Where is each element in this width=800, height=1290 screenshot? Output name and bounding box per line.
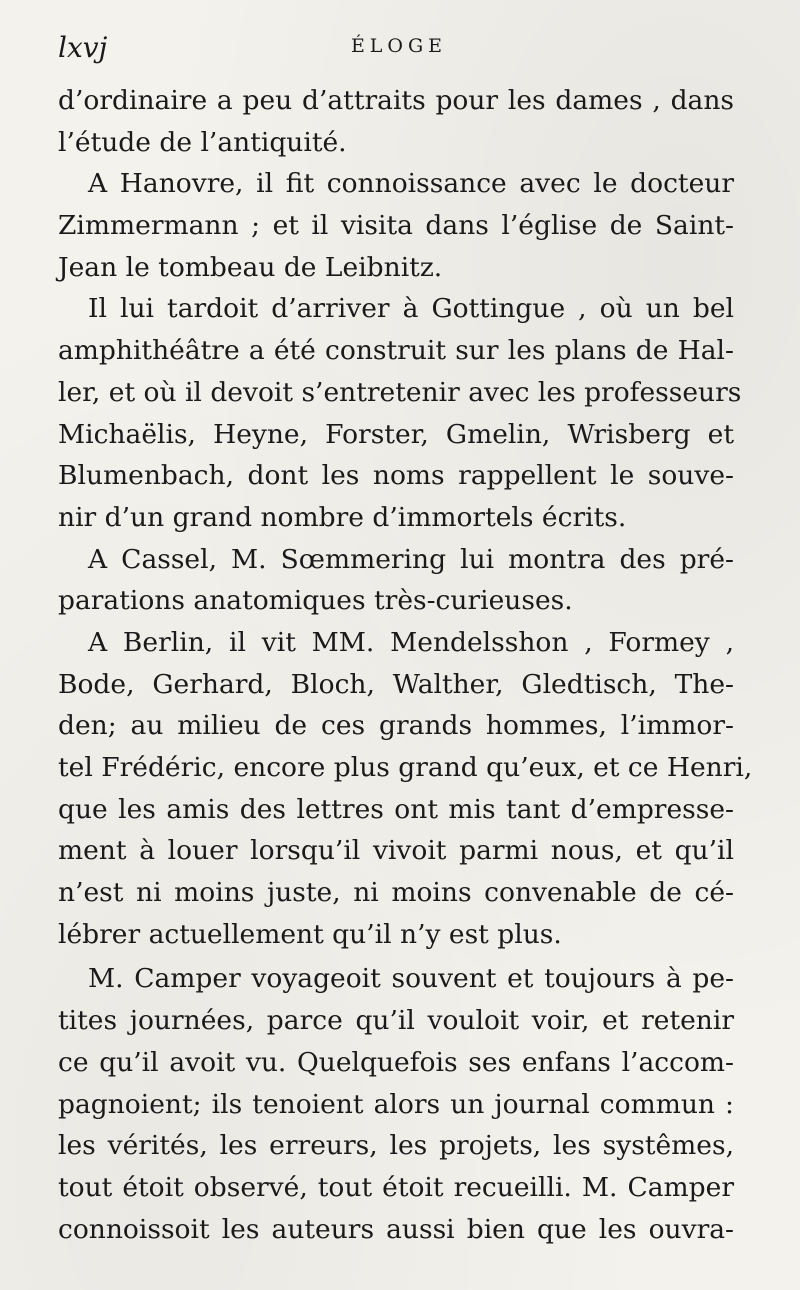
running-head <box>58 26 740 66</box>
text-line: A Berlin, il vit MM. Mendelsshon , Formey , <box>88 626 734 658</box>
text-line: n’est ni moins juste, ni moins convenable de cé- <box>58 877 734 909</box>
text-line: Il lui tardoit d’arriver à Gottingue , où un bel <box>88 293 734 325</box>
text-line: tout étoit observé, tout étoit recueilli. M. Camper <box>58 1171 734 1203</box>
text-line: les vérités, les erreurs, les projets, les systêmes, <box>58 1130 734 1162</box>
text-line: d’ordinaire a peu d’attraits pour les dames , dans <box>58 85 734 116</box>
text-line: A Cassel, M. Sœmmering lui montra des pré- <box>88 543 734 575</box>
text-line: amphithéâtre a été construit sur les plans de Hal- <box>58 335 734 367</box>
text-line: ce qu’il avoit vu. Quelquefois ses enfans l’accom- <box>58 1046 734 1078</box>
text-line: l’étude de l’antiquité. <box>58 126 347 158</box>
running-title: ÉLOGE <box>350 35 448 57</box>
text-line: nir d’un grand nombre d’immortels écrits. <box>58 501 627 533</box>
text-line: M. Camper voyageoit souvent et toujours à pe- <box>88 963 734 995</box>
text-line: ment à louer lorsqu’il vivoit parmi nous, et qu’il <box>58 835 734 867</box>
text-line: lébrer actuellement qu’il n’y est plus. <box>58 918 562 950</box>
text-line: parations anatomiques très-curieuses. <box>58 585 573 617</box>
text-line: Zimmermann ; et il visita dans l’église de Saint- <box>58 210 734 242</box>
text-line: pagnoient; ils tenoient alors un journal commun : <box>58 1088 734 1120</box>
page-number: lxvj <box>58 31 108 64</box>
text-line: Bode, Gerhard, Bloch, Walther, Gledtisch, The- <box>58 668 734 700</box>
text-line: Jean le tombeau de Leibnitz. <box>58 251 443 283</box>
text-line: tites journées, parce qu’il vouloit voir, et retenir <box>58 1005 734 1037</box>
text-line: connoissoit les auteurs aussi bien que les ouvra- <box>58 1213 734 1245</box>
text-line: den; au milieu de ces grands hommes, l’immor- <box>58 710 734 742</box>
text-line: Michaëlis, Heyne, Forster, Gmelin, Wrisberg et <box>58 418 734 450</box>
text-line: tel Frédéric, encore plus grand qu’eux, et ce Henri, <box>58 752 753 783</box>
text-line: que les amis des lettres ont mis tant d’empresse- <box>58 793 734 825</box>
text-line: A Hanovre, il fit connoissance avec le docteur <box>88 168 734 200</box>
text-line: Blumenbach, dont les noms rappellent le souve- <box>58 460 734 492</box>
body-text <box>58 80 753 1250</box>
text-line: ler, et où il devoit s’entretenir avec les professeurs <box>58 376 742 408</box>
